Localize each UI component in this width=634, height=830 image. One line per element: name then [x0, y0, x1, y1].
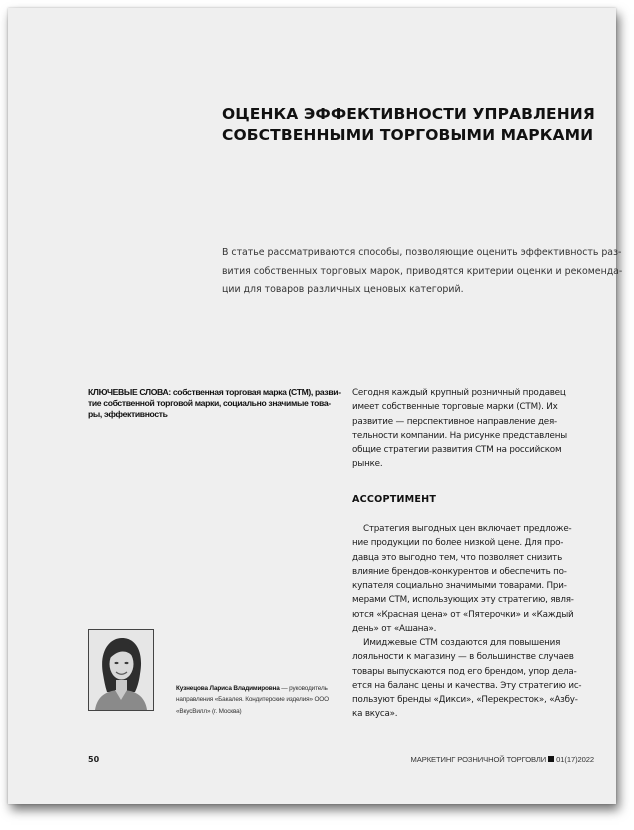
- body-line: лояльности к магазину — в большинстве случаев: [352, 652, 574, 663]
- assortment-paragraph-1: [352, 522, 602, 636]
- author-portrait-image: [89, 630, 153, 710]
- article-title: [222, 104, 602, 146]
- magazine-page: [8, 8, 623, 804]
- body-line: ется на баланс цены и качества. Эту стратегию ис-: [352, 680, 582, 691]
- intro-paragraph: [352, 386, 602, 472]
- body-line: день» от «Ашана».: [352, 624, 437, 635]
- page-number: 50: [88, 755, 100, 764]
- body-line: давца это выгодно тем, что позволяет снизить: [352, 552, 563, 563]
- body-line: ка вкуса».: [352, 709, 398, 720]
- section-heading: АССОРТИМЕНТ: [352, 494, 437, 505]
- abstract-line: ции для товаров различных ценовых категорий.: [222, 284, 464, 295]
- body-line: тельности компании. На рисунке представлены: [352, 430, 567, 441]
- author-line: «ВкусВилл» (г. Москва): [176, 707, 242, 715]
- square-separator-icon: [548, 756, 554, 762]
- body-line: ются «Красная цена» от «Пятерочки» и «Каждый: [352, 609, 574, 620]
- body-line: влияние брендов-конкурентов и обеспечить по-: [352, 566, 567, 577]
- body-line: общие стратегии развития СТМ на российском: [352, 445, 562, 456]
- author-line: [176, 683, 346, 694]
- title-line: СОБСТВЕННЫМИ ТОРГОВЫМИ МАРКАМИ: [222, 126, 594, 144]
- keywords-line: ры, эффективность: [88, 409, 168, 419]
- author-credit: [176, 683, 346, 717]
- body-line: пользуют бренды «Дикси», «Перекресток», «Азбу-: [352, 695, 578, 706]
- keywords: [88, 387, 341, 420]
- body-line: развитие — перспективное направление дея-: [352, 416, 558, 427]
- keywords-line: КЛЮЧЕВЫЕ СЛОВА: собственная торговая марка (СТМ), разви-: [88, 387, 341, 397]
- body-line: имеет собственные торговые марки (СТМ). Их: [352, 402, 558, 413]
- issue-number: 01(17)2022: [556, 755, 594, 764]
- article-abstract: [222, 244, 623, 300]
- body-line: Сегодня каждый крупный розничный продавец: [352, 388, 566, 398]
- running-footer: [411, 755, 594, 764]
- body-line: Имиджевые СТМ создаются для повышения: [363, 638, 561, 648]
- body-line: товары выпускаются под его брендом, упор дела-: [352, 666, 577, 677]
- abstract-line: В статье рассматриваются способы, позволяющие оценить эффективность раз-: [222, 247, 622, 258]
- keywords-line: тие собственной торговой марки, социально значимые това-: [88, 398, 331, 408]
- abstract-line: вития собственных торговых марок, приводятся критерии оценки и рекоменда-: [222, 265, 623, 277]
- body-line: Стратегия выгодных цен включает предложе-: [363, 524, 572, 534]
- body-line: мерами СТМ, использующих эту стратегию, явля-: [352, 595, 574, 606]
- journal-name: МАРКЕТИНГ РОЗНИЧНОЙ ТОРГОВЛИ: [410, 755, 547, 764]
- author-role: — руководитель: [279, 685, 328, 692]
- body-line: рынке.: [352, 459, 383, 470]
- author-name: Кузнецова Лариса Владимировна: [176, 685, 280, 692]
- body-line: купателя социально значимыми товарами. При-: [352, 581, 567, 592]
- title-line: ОЦЕНКА ЭФФЕКТИВНОСТИ УПРАВЛЕНИЯ: [222, 105, 595, 123]
- body-line: ние продукции по более низкой цене. Для про-: [352, 538, 564, 549]
- author-line: направления «Бакалея. Кондитерские изделия» ООО: [176, 696, 329, 704]
- assortment-paragraph-2: [352, 636, 602, 722]
- author-photo: [88, 629, 154, 711]
